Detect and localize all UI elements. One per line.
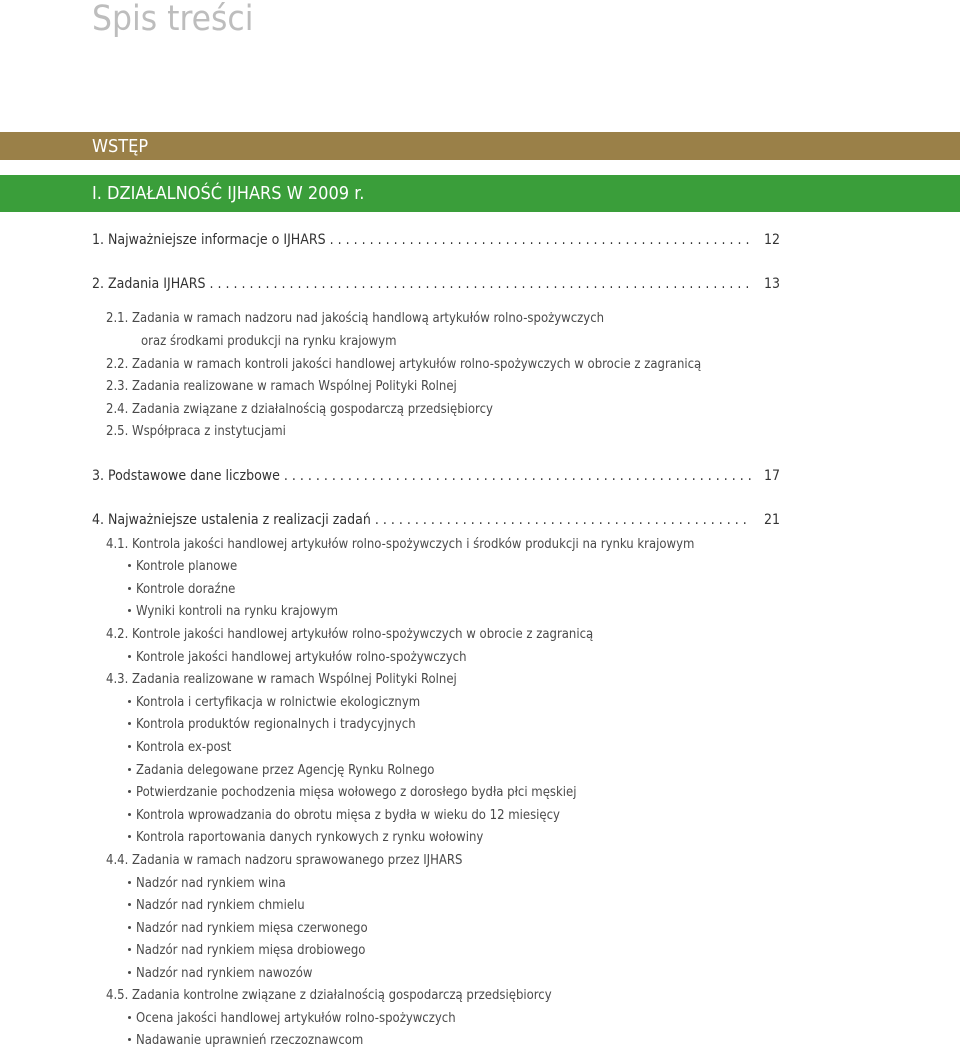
list-item[interactable]: Kontrola produktów regionalnych i tradycyjnych <box>128 716 416 734</box>
toc-entry-label: 1. Najważniejsze informacje o IJHARS <box>92 232 326 248</box>
toc-leader-dots <box>210 276 752 292</box>
bullet-icon <box>128 790 131 793</box>
bullet-icon <box>128 813 131 816</box>
toc-entry-3[interactable] <box>92 468 780 484</box>
bullet-icon <box>128 1038 131 1041</box>
list-item[interactable]: Kontrole jakości handlowej artykułów rolno-spożywczych <box>128 649 467 667</box>
bullet-icon <box>128 881 131 884</box>
toc-subentry-4-1[interactable]: 4.1. Kontrola jakości handlowej artykułów rolno-spożywczych i środków produkcji na rynku krajowym <box>106 537 695 552</box>
toc-entry-1[interactable] <box>92 232 780 248</box>
toc-subentry-2-2[interactable]: 2.2. Zadania w ramach kontroli jakości handlowej artykułów rolno-spożywczych w obrocie z zagranicą <box>106 357 702 372</box>
toc-subentry-2-4[interactable]: 2.4. Zadania związane z działalnością gospodarczą przedsiębiorcy <box>106 402 493 417</box>
list-item[interactable]: Potwierdzanie pochodzenia mięsa wołowego z dorosłego bydła płci męskiej <box>128 784 576 802</box>
toc-subentry-4-3[interactable]: 4.3. Zadania realizowane w ramach Wspólnej Polityki Rolnej <box>106 672 457 687</box>
section-band[interactable] <box>0 175 960 212</box>
bullet-icon <box>128 926 131 929</box>
toc-leader-dots <box>284 468 752 484</box>
list-item[interactable]: Zadania delegowane przez Agencję Rynku Rolnego <box>128 762 434 780</box>
bullet-icon <box>128 835 131 838</box>
toc-page-number: 21 <box>763 512 780 528</box>
list-item[interactable]: Nadzór nad rynkiem nawozów <box>128 965 313 983</box>
list-item[interactable]: Wyniki kontroli na rynku krajowym <box>128 603 338 621</box>
list-item[interactable]: Nadzór nad rynkiem wina <box>128 875 286 893</box>
bullet-icon <box>128 564 131 567</box>
bullet-icon <box>128 971 131 974</box>
toc-subentry-2-1[interactable]: 2.1. Zadania w ramach nadzoru nad jakością handlową artykułów rolno-spożywczych <box>106 311 605 326</box>
intro-label: WSTĘP <box>92 136 149 157</box>
toc-page-number: 13 <box>763 276 780 292</box>
toc-subentry-4-2[interactable]: 4.2. Kontrole jakości handlowej artykułów rolno-spożywczych w obrocie z zagranicą <box>106 627 594 642</box>
toc-subentry-2-1-cont[interactable]: oraz środkami produkcji na rynku krajowym <box>141 334 397 349</box>
page-title: Spis treści <box>92 0 254 39</box>
toc-subentry-2-3[interactable]: 2.3. Zadania realizowane w ramach Wspólnej Polityki Rolnej <box>106 379 457 394</box>
bullet-icon <box>128 700 131 703</box>
toc-subentry-4-4[interactable]: 4.4. Zadania w ramach nadzoru sprawowanego przez IJHARS <box>106 853 463 868</box>
bullet-icon <box>128 655 131 658</box>
toc-page-number: 12 <box>763 232 780 248</box>
intro-band[interactable] <box>0 132 960 160</box>
section-label: I. DZIAŁALNOŚĆ IJHARS W 2009 r. <box>92 183 365 204</box>
toc-entry-label: 2. Zadania IJHARS <box>92 276 206 292</box>
toc-subentry-2-5[interactable]: 2.5. Współpraca z instytucjami <box>106 424 286 439</box>
toc-entry-label: 4. Najważniejsze ustalenia z realizacji zadań <box>92 512 371 528</box>
toc-entry-2[interactable] <box>92 276 780 292</box>
toc-entry-4[interactable] <box>92 512 780 528</box>
toc-entry-label: 3. Podstawowe dane liczbowe <box>92 468 280 484</box>
list-item[interactable]: Kontrola i certyfikacja w rolnictwie ekologicznym <box>128 694 420 712</box>
list-item[interactable]: Kontrola ex-post <box>128 739 231 757</box>
list-item[interactable]: Ocena jakości handlowej artykułów rolno-spożywczych <box>128 1010 456 1028</box>
list-item[interactable]: Nadawanie uprawnień rzeczoznawcom <box>128 1032 363 1050</box>
toc-leader-dots <box>375 512 752 528</box>
list-item[interactable]: Nadzór nad rynkiem mięsa czerwonego <box>128 920 368 938</box>
bullet-icon <box>128 948 131 951</box>
list-item[interactable]: Nadzór nad rynkiem mięsa drobiowego <box>128 942 365 960</box>
bullet-icon <box>128 587 131 590</box>
list-item[interactable]: Kontrole planowe <box>128 558 237 576</box>
list-item[interactable]: Kontrola raportowania danych rynkowych z rynku wołowiny <box>128 829 483 847</box>
toc-page-number: 17 <box>763 468 780 484</box>
toc-leader-dots <box>330 232 752 248</box>
bullet-icon <box>128 609 131 612</box>
bullet-icon <box>128 1016 131 1019</box>
bullet-icon <box>128 768 131 771</box>
list-item[interactable]: Nadzór nad rynkiem chmielu <box>128 897 305 915</box>
list-item[interactable]: Kontrole doraźne <box>128 581 235 599</box>
toc-subentry-4-5[interactable]: 4.5. Zadania kontrolne związane z działalnością gospodarczą przedsiębiorcy <box>106 988 552 1003</box>
bullet-icon <box>128 903 131 906</box>
bullet-icon <box>128 745 131 748</box>
bullet-icon <box>128 722 131 725</box>
list-item[interactable]: Kontrola wprowadzania do obrotu mięsa z bydła w wieku do 12 miesięcy <box>128 807 560 825</box>
